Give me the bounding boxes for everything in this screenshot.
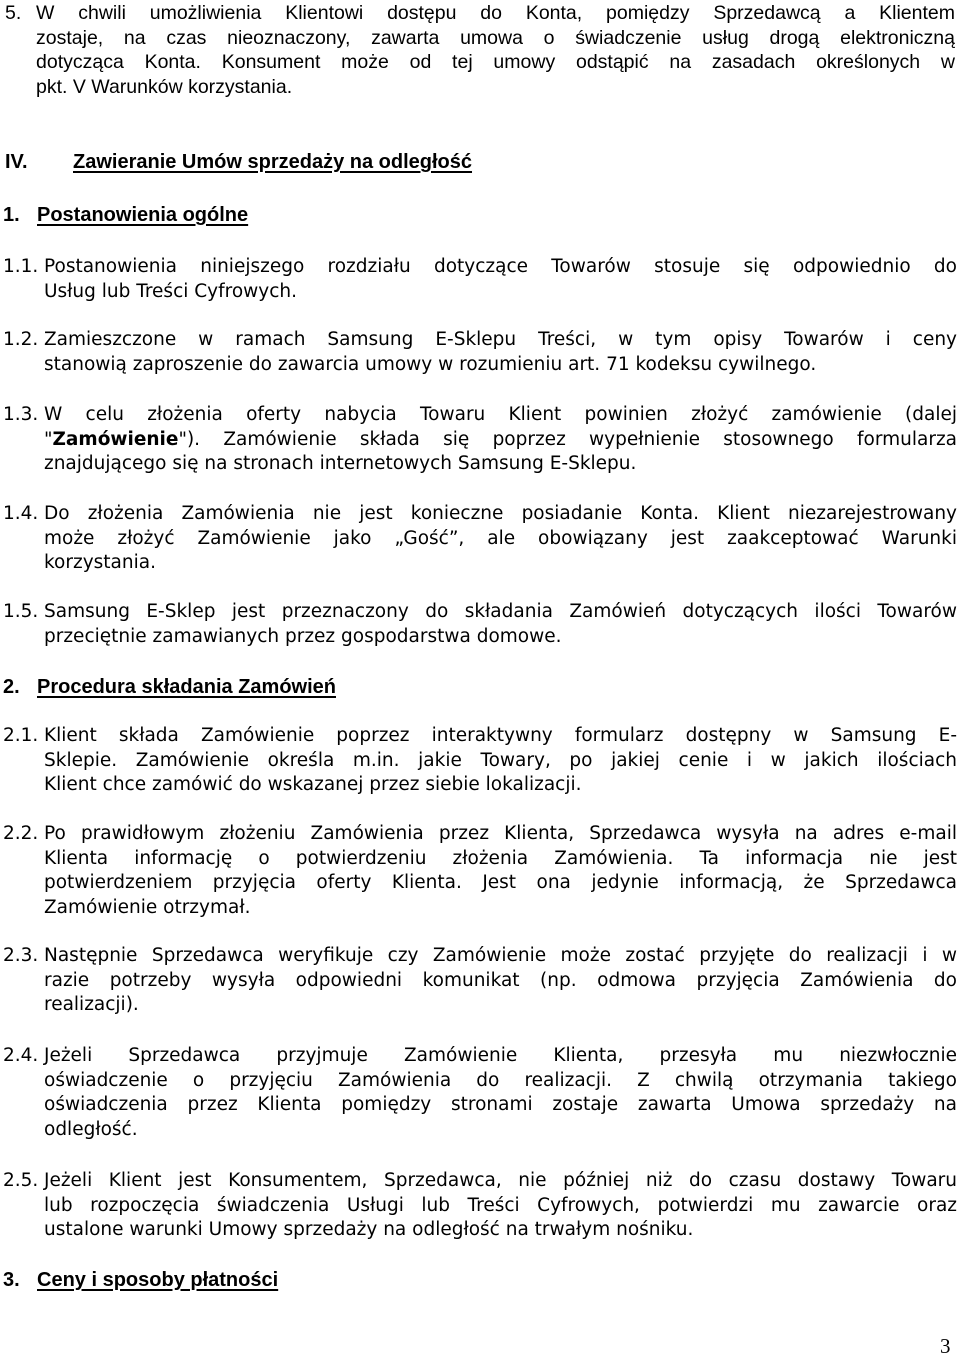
item-line: razie potrzeby wysyła odpowiedni komunikat (np. odmowa przyjęcia Zamówienia do: [44, 969, 957, 991]
item-number: 2.1.: [3, 725, 39, 746]
item-number: 1.4.: [3, 503, 39, 524]
intro-line: pkt. V Warunków korzystania.: [36, 75, 293, 98]
item-line: lub rozpoczęcia świadczenia Usługi lub Treści Cyfrowych, potwierdzi mu zawarcie oraz: [44, 1194, 957, 1216]
item-line: realizacji).: [44, 994, 139, 1015]
item-line: znajdującego się na stronach internetowych Samsung E-Sklepu.: [44, 453, 637, 474]
defined-term: Zamówienie: [52, 428, 179, 450]
item-line: odległość.: [44, 1118, 138, 1140]
item-line: oświadczenia przez Klienta pomiędzy stronami zostaje zawarta Umowa sprzedaży na: [44, 1094, 957, 1115]
item-number: 2.5.: [3, 1170, 39, 1191]
item-number: 2.3.: [3, 945, 39, 966]
item-line: Jeżeli Klient jest Konsumentem, Sprzedawca, nie później niż do czasu dostawy Towaru: [44, 1170, 957, 1191]
item-line: Usług lub Treści Cyfrowych.: [44, 280, 298, 302]
page-number: 3: [940, 1334, 951, 1358]
intro-line: dotycząca Konta. Konsument może od tej umowy odstąpić na zasadach określonych w: [36, 51, 955, 73]
intro-number: 5.: [5, 2, 22, 24]
item-number: 1.2.: [3, 329, 39, 350]
intro-line: W chwili umożliwienia Klientowi dostępu do Konta, pomiędzy Sprzedawcą a Klientem: [36, 2, 955, 24]
section-iv-title: Zawieranie Umów sprzedaży na odległość: [73, 151, 473, 173]
item-line: oświadczenie o przyjęciu Zamówienia do realizacji. Z chwilą otrzymania takiego: [44, 1069, 957, 1091]
item-line-rest: "). Zamówienie składa się poprzez wypełnienie stosownego formularza: [178, 428, 957, 450]
intro-line: zostaje, na czas nieoznaczony, zawarta umowa o świadczenie usług drogą elektroniczną: [36, 26, 955, 49]
item-line: korzystania.: [44, 552, 156, 573]
item-line: W celu złożenia oferty nabycia Towaru Klient powinien złożyć zamówienie (dalej: [44, 404, 957, 425]
item-line: przeciętnie zamawianych przez gospodarstwa domowe.: [44, 625, 562, 647]
quote-open: ": [44, 428, 53, 450]
item-line: może złożyć Zamówienie jako „Gość”, ale obowiązany jest zaakceptować Warunki: [44, 527, 957, 549]
section-2-number: 2.: [3, 676, 20, 698]
item-line: Samsung E-Sklep jest przeznaczony do składania Zamówień dotyczących ilości Towarów: [44, 601, 957, 622]
item-line: Klient składa Zamówienie poprzez interaktywny formularz dostępny w Samsung E-: [44, 725, 957, 746]
section-iv-number: IV.: [5, 151, 28, 173]
item-line: potwierdzeniem przyjęcia oferty Klienta. Jest ona jedynie informacją, że Sprzedawca: [44, 872, 957, 893]
item-line: stanowią zaproszenie do zawarcia umowy w rozumieniu art. 71 kodeksu cywilnego.: [44, 353, 817, 375]
item-line: Następnie Sprzedawca weryfikuje czy Zamówienie może zostać przyjęte do realizacji i w: [44, 945, 957, 966]
item-number: 1.5.: [3, 601, 39, 622]
item-line: Zamieszczone w ramach Samsung E-Sklepu Treści, w tym opisy Towarów i ceny: [44, 329, 957, 350]
item-number: 1.1.: [3, 256, 39, 277]
item-line: Po prawidłowym złożeniu Zamówienia przez Klienta, Sprzedawca wysyła na adres e-mail: [44, 823, 957, 844]
item-number: 1.3.: [3, 404, 39, 425]
item-line: Sklepie. Zamówienie określa m.in. jakie Towary, po jakiej cenie i w jakich ilościach: [44, 749, 957, 771]
item-line: Zamówienie otrzymał.: [44, 896, 251, 918]
item-line: Do złożenia Zamówienia nie jest konieczne posiadanie Konta. Klient niezarejestrowany: [44, 503, 957, 524]
item-number: 2.4.: [3, 1045, 39, 1066]
section-1-title: Postanowienia ogólne: [37, 204, 249, 226]
item-line: Jeżeli Sprzedawca przyjmuje Zamówienie Klienta, przesyła mu niezwłocznie: [44, 1045, 957, 1066]
section-2-title: Procedura składania Zamówień: [37, 676, 336, 698]
section-3-title: Ceny i sposoby płatności: [37, 1269, 279, 1291]
section-1-number: 1.: [3, 204, 20, 226]
item-line: ustalone warunki Umowy sprzedaży na odległość na trwałym nośniku.: [44, 1219, 694, 1240]
item-number: 2.2.: [3, 823, 39, 844]
section-3-number: 3.: [3, 1269, 20, 1291]
item-line: Postanowienia niniejszego rozdziału dotyczące Towarów stosuje się odpowiednio do: [44, 256, 957, 277]
item-line: Klient chce zamówić do wskazanej przez siebie lokalizacji.: [44, 774, 582, 795]
item-line: Klienta informację o potwierdzeniu złożenia Zamówienia. Ta informacja nie jest: [44, 847, 957, 869]
item-line: [44, 428, 957, 453]
